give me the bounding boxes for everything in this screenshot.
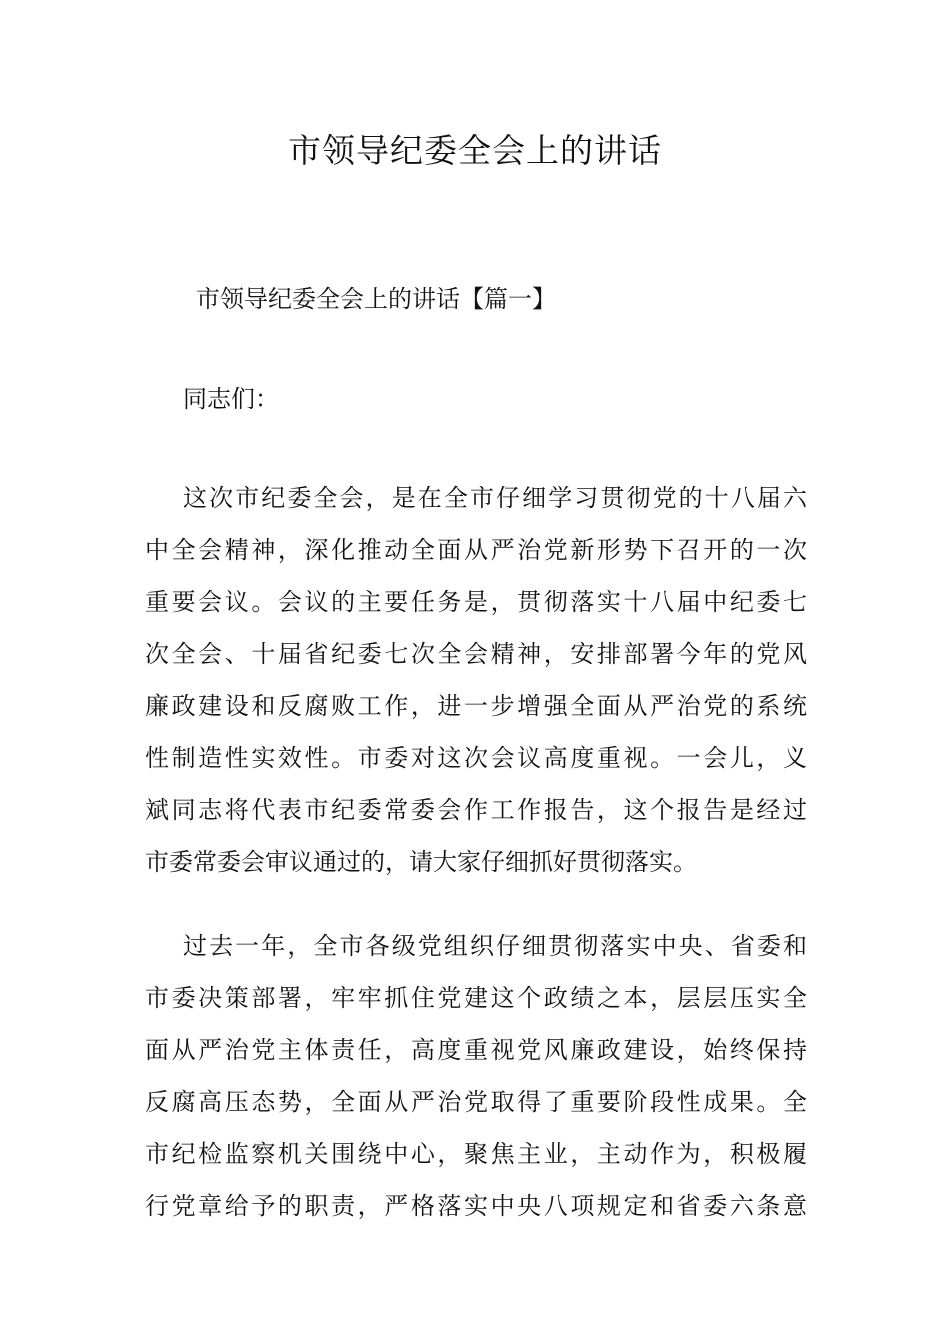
paragraph-line: 过去一年，全市各级党组织仔细贯彻落实中央、省委和 bbox=[183, 932, 807, 960]
paragraph-line: 这次市纪委全会，是在全市仔细学习贯彻党的十八届六 bbox=[183, 484, 807, 512]
paragraph-line: 廉政建设和反腐败工作，进一步增强全面从严治党的系统 bbox=[145, 692, 807, 720]
document-subtitle: 市领导纪委全会上的讲话【篇一】 bbox=[196, 285, 556, 313]
document-title: 市领导纪委全会上的讲话 bbox=[288, 131, 662, 170]
paragraph-line: 面从严治党主体责任，高度重视党风廉政建设，始终保持 bbox=[145, 1036, 807, 1064]
paragraph-line: 中全会精神，深化推动全面从严治党新形势下召开的一次 bbox=[145, 536, 807, 564]
paragraph-line: 反腐高压态势，全面从严治党取得了重要阶段性成果。全 bbox=[145, 1088, 807, 1116]
paragraph-line: 次全会、十届省纪委七次全会精神，安排部署今年的党风 bbox=[145, 640, 807, 668]
paragraph-line: 重要会议。会议的主要任务是，贯彻落实十八届中纪委七 bbox=[145, 588, 807, 616]
paragraph-2 bbox=[145, 920, 807, 1232]
paragraph-line: 市委常委会审议通过的，请大家仔细抓好贯彻落实。 bbox=[145, 848, 697, 876]
paragraph-line: 行党章给予的职责，严格落实中央八项规定和省委六条意 bbox=[145, 1192, 807, 1220]
greeting: 同志们： bbox=[183, 385, 279, 413]
paragraph-line: 性制造性实效性。市委对这次会议高度重视。一会儿，义 bbox=[145, 744, 807, 772]
paragraph-line: 斌同志将代表市纪委常委会作工作报告，这个报告是经过 bbox=[145, 796, 807, 824]
paragraph-1 bbox=[145, 472, 807, 888]
paragraph-line: 市纪检监察机关围绕中心，聚焦主业，主动作为，积极履 bbox=[145, 1140, 807, 1168]
paragraph-line: 市委决策部署，牢牢抓住党建这个政绩之本，层层压实全 bbox=[145, 984, 807, 1012]
